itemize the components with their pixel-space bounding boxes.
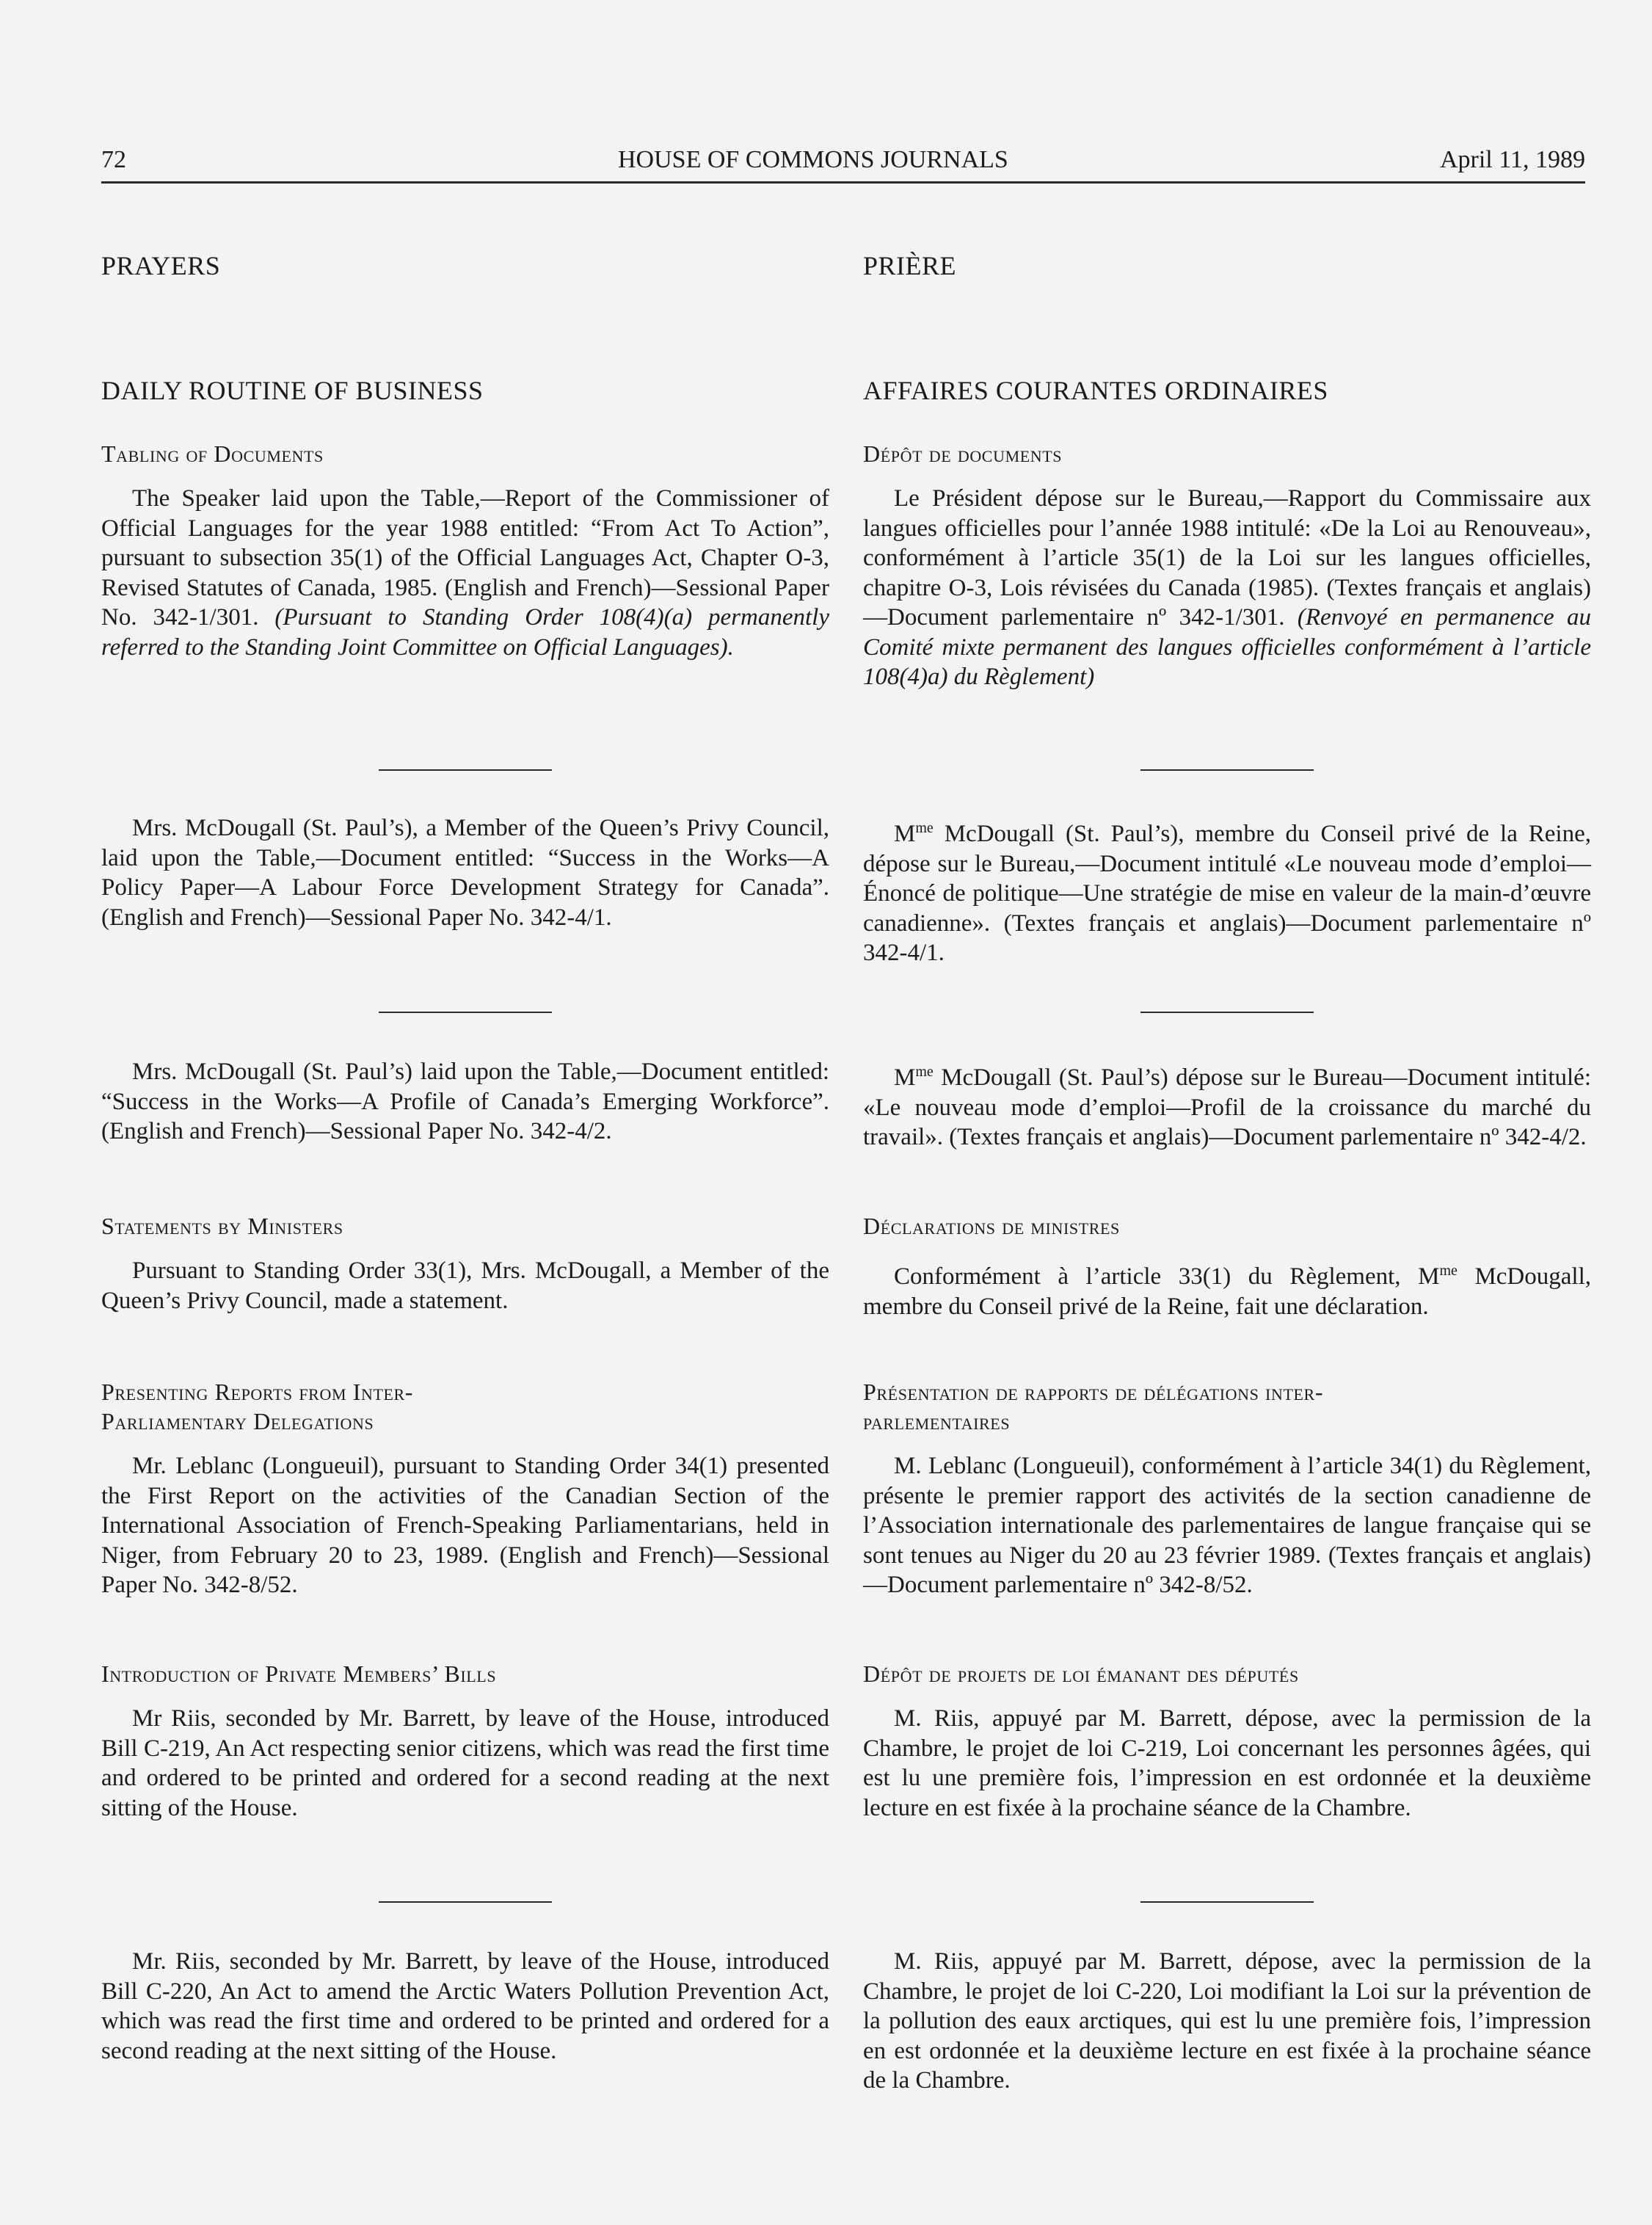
mcdougall-document-2: Mrs. McDougall (St. Paul’s) laid upon the Table,—Document entitled: “Success in the Works—A Profile of Canada’s Emerging Workforce”. (English and French)—Sessional Paper No. 342-4/2. bbox=[101, 1059, 829, 1144]
mcdougall-document-1: Mrs. McDougall (St. Paul’s), a Member of the Queen’s Privy Council, laid upon the Table,—Document entitled: “Success in the Works—A Policy Paper—A Labour Force Development Strategy for Canada”. (English and French)—Sessional Paper No. 342-4/1. bbox=[101, 815, 829, 931]
journal-title: HOUSE OF COMMONS JOURNALS bbox=[618, 146, 1008, 173]
separator-rule bbox=[1140, 769, 1314, 771]
prayers-heading: PRAYERS bbox=[101, 251, 221, 280]
header-date: April 11, 1989 bbox=[1439, 146, 1585, 173]
statements-section: Statements by Ministers Pursuant to Standing Order 33(1), Mrs. McDougall, a Member of the Queen’s Privy Council, made a statement. bbox=[101, 1213, 829, 1314]
bills-section bbox=[101, 1659, 829, 1823]
statements-section: Déclarations de ministres Conformément à l’article 33(1) du Règlement, $M^{me}$ McDougall, membre du Conseil privé de la Reine, fait une déclaration. bbox=[863, 1213, 1591, 1320]
separator-rule bbox=[1140, 1012, 1314, 1013]
bills-section bbox=[863, 1659, 1591, 1823]
bill-c219-paragraph: M. Riis, appuyé par M. Barrett, dépose, avec la permission de la Chambre, le projet de loi C-219, Loi concernant les personnes âgées, qui est lu une première fois, l’impression en est ordonnée et la deuxième lecture en est fixée à la prochaine séance de la Chambre. bbox=[863, 1705, 1591, 1821]
reports-section: Présentation de rapports de délégations inter- parlementaires M. Leblanc (Longueuil), conformément à l’article 34(1) du Règlement, présente le premier rapport des activités de la section canadienne de l’Association internationale des parlementaires de langue française qui se sont tenues au Niger du 20 au 23 février 1989. (Textes français et anglais)—Document parlementaire nº 342-8/52. bbox=[863, 1379, 1591, 1598]
bill-c220-paragraph: Mr. Riis, seconded by Mr. Barrett, by leave of the House, introduced Bill C-220, An Act to amend the Arctic Waters Pollution Prevention Act, which was read the first time and ordered to be printed and ordered for a second reading at the next sitting of the House. bbox=[101, 1948, 829, 2064]
referral-note: (Pursuant to Standing Order 108(4)(a) permanently referred to the Standing Joint Committee on Official Languages). bbox=[101, 604, 829, 661]
tabling-paragraph: Le Président dépose sur le Bureau,—Rapport du Commissaire aux langues officielles pour l’année 1988 intitulé: «De la Loi au Renouveau», conformément à l’article 35(1) de la Loi sur les langues officielles, chapitre O-3, Lois révisées du Canada (1985). (Textes français et anglais)—Document parlementaire nº 342-1/301. (Renvoyé en permanence au Comité mixte permanent des langues officielles conformément à l’article 108(4)a) du Règlement) bbox=[863, 485, 1591, 690]
page-number: 72 bbox=[101, 146, 126, 173]
mcdougall-document-2: $M^{me}$ McDougall (St. Paul’s) dépose sur le Bureau—Document intitulé: «Le nouveau mode d’emploi—Profil de la croissance du marché du travail». (Textes français et anglais)—Document parlementaire nº 342-4/2. bbox=[863, 1064, 1591, 1150]
bill-c219-paragraph: Mr Riis, seconded by Mr. Barrett, by leave of the House, introduced Bill C-219, An Act respecting senior citizens, which was read the first time and ordered to be printed and ordered for a second reading at the next sitting of the House. bbox=[101, 1705, 829, 1821]
section-heading: Presenting Reports from Inter- bbox=[101, 1379, 414, 1405]
tabling-section bbox=[863, 439, 1591, 692]
separator-rule bbox=[379, 769, 552, 771]
reports-section: Presenting Reports from Inter- Parliamentary Delegations Mr. Leblanc (Longueuil), pursuant to Standing Order 34(1) presented the First Report on the activities of the Canadian Section of the International Association of French-Speaking Parliamentarians, held in Niger, from February 20 to 23, 1989. (English and French)—Sessional Paper No. 342-8/52. bbox=[101, 1379, 829, 1598]
section-heading: Déclarations de ministres bbox=[863, 1213, 1120, 1239]
section-heading: Dépôt de documents bbox=[863, 440, 1063, 467]
section-heading: parlementaires bbox=[863, 1408, 1011, 1434]
tabling-section bbox=[101, 439, 829, 662]
tabling-paragraph: The Speaker laid upon the Table,—Report of the Commissioner of Official Languages for the year 1988 entitled: “From Act To Action”, pursuant to subsection 35(1) of the Official Languages Act, Chapter O-3, Revised Statutes of Canada, 1985. (English and French)—Sessional Paper No. 342-1/301. (Pursuant to Standing Order 108(4)(a) permanently referred to the Standing Joint Committee on Official Languages). bbox=[101, 485, 829, 661]
section-heading: Introduction of Private Members’ Bills bbox=[101, 1660, 497, 1687]
section-heading: Statements by Ministers bbox=[101, 1213, 343, 1239]
section-heading: Présentation de rapports de délégations inter- bbox=[863, 1379, 1324, 1405]
header-rule bbox=[101, 181, 1585, 184]
routine-heading: DAILY ROUTINE OF BUSINESS bbox=[101, 376, 484, 405]
routine-heading: AFFAIRES COURANTES ORDINAIRES bbox=[863, 376, 1328, 405]
section-heading: Parliamentary Delegations bbox=[101, 1408, 374, 1434]
section-heading: Tabling of Documents bbox=[101, 440, 324, 467]
bill-c220-paragraph: M. Riis, appuyé par M. Barrett, dépose, avec la permission de la Chambre, le projet de loi C-220, Loi modifiant la Loi sur la prévention de la pollution des eaux arctiques, qui est lu une première fois, l’impression en est ordonnée et la deuxième lecture en est fixée à la prochaine séance de la Chambre. bbox=[863, 1948, 1591, 2094]
mcdougall-document-1: $M^{me}$ McDougall (St. Paul’s), membre du Conseil privé de la Reine, dépose sur le Bureau,—Document intitulé «Le nouveau mode d’emploi—Énoncé de politique—Une stratégie de mise en valeur de la main-d’œuvre canadienne». (Textes français et anglais)—Document parlementaire nº 342-4/1. bbox=[863, 820, 1591, 966]
section-heading: Dépôt de projets de loi émanant des députés bbox=[863, 1660, 1299, 1687]
separator-rule bbox=[379, 1901, 552, 1903]
separator-rule bbox=[1140, 1901, 1314, 1903]
separator-rule bbox=[379, 1012, 552, 1013]
prayers-heading: PRIÈRE bbox=[863, 251, 957, 280]
referral-note: (Renvoyé en permanence au Comité mixte permanent des langues officielles conformément à l’article 108(4)a) du Règlement) bbox=[863, 604, 1591, 690]
